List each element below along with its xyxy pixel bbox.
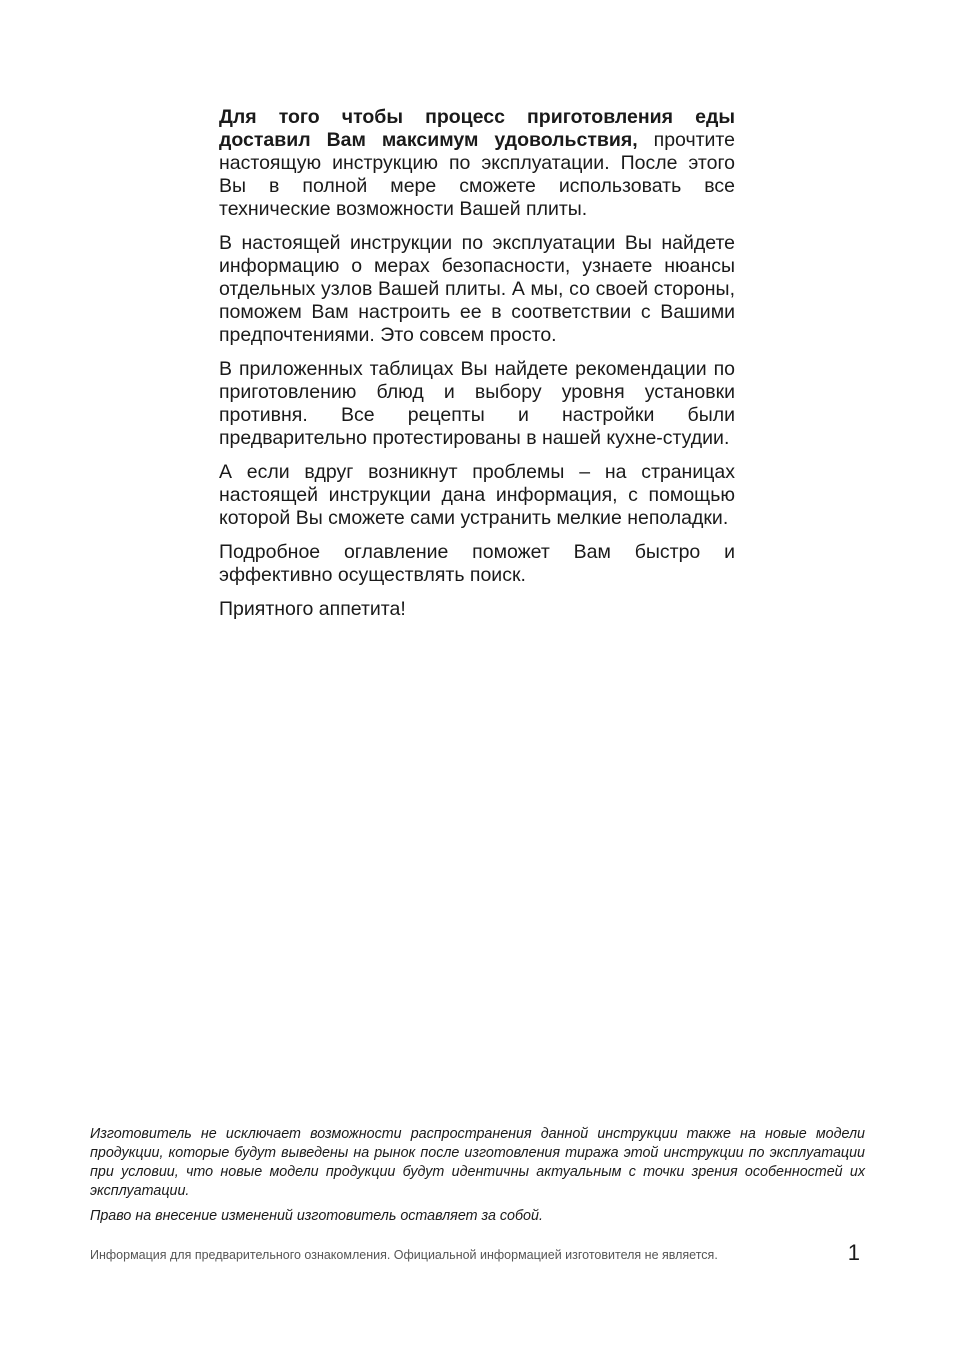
page-number: 1 <box>847 1240 860 1265</box>
page-footer <box>90 1240 865 1270</box>
intro-paragraph-5: Подробное оглавление поможет Вам быстро и эффективно осуществлять поиск. <box>219 541 735 586</box>
intro-paragraph-1-rest: прочтите настоящую инструкцию по эксплуатации. После этого Вы в полной мере сможете использовать все технические возможности Вашей плиты. <box>219 129 735 220</box>
manufacturer-note <box>90 1125 865 1232</box>
note-paragraph-2: Право на внесение изменений изготовитель оставляет за собой. <box>90 1208 543 1224</box>
intro-paragraph-2: В настоящей инструкции по эксплуатации Вы найдете информацию о мерах безопасности, узнаете нюансы отдельных узлов Вашей плиты. А мы, со своей стороны, поможем Вам настроить ее в соответствии с Вашими предпочтениями. Это совсем просто. <box>219 232 735 346</box>
intro-paragraph-6: Приятного аппетита! <box>219 598 406 620</box>
intro-paragraph-1 <box>219 106 735 221</box>
intro-paragraph-3: В приложенных таблицах Вы найдете рекомендации по приготовлению блюд и выбору уровня установки противня. Все рецепты и настройки были предварительно протестированы в нашей кухне-студии. <box>219 358 735 449</box>
footer-disclaimer: Информация для предварительного ознакомления. Официальной информацией изготовителя не является. <box>90 1248 718 1262</box>
note-paragraph-1: Изготовитель не исключает возможности распространения данной инструкции также на новые модели продукции, которые будут выведены на рынок после изготовления тиража этой инструкции по эксплуатации при условии, что новые модели продукции будут идентичны актуальным с точки зрения особенностей их эксплуатации. <box>90 1126 865 1199</box>
intro-lead-bold: Для того чтобы процесс приготовления еды доставил Вам максимум удовольствия, <box>219 106 735 151</box>
intro-paragraph-4: А если вдруг возникнут проблемы – на страницах настоящей инструкции дана информация, с помощью которой Вы сможете сами устранить мелкие неполадки. <box>219 461 735 529</box>
intro-section <box>219 106 735 632</box>
